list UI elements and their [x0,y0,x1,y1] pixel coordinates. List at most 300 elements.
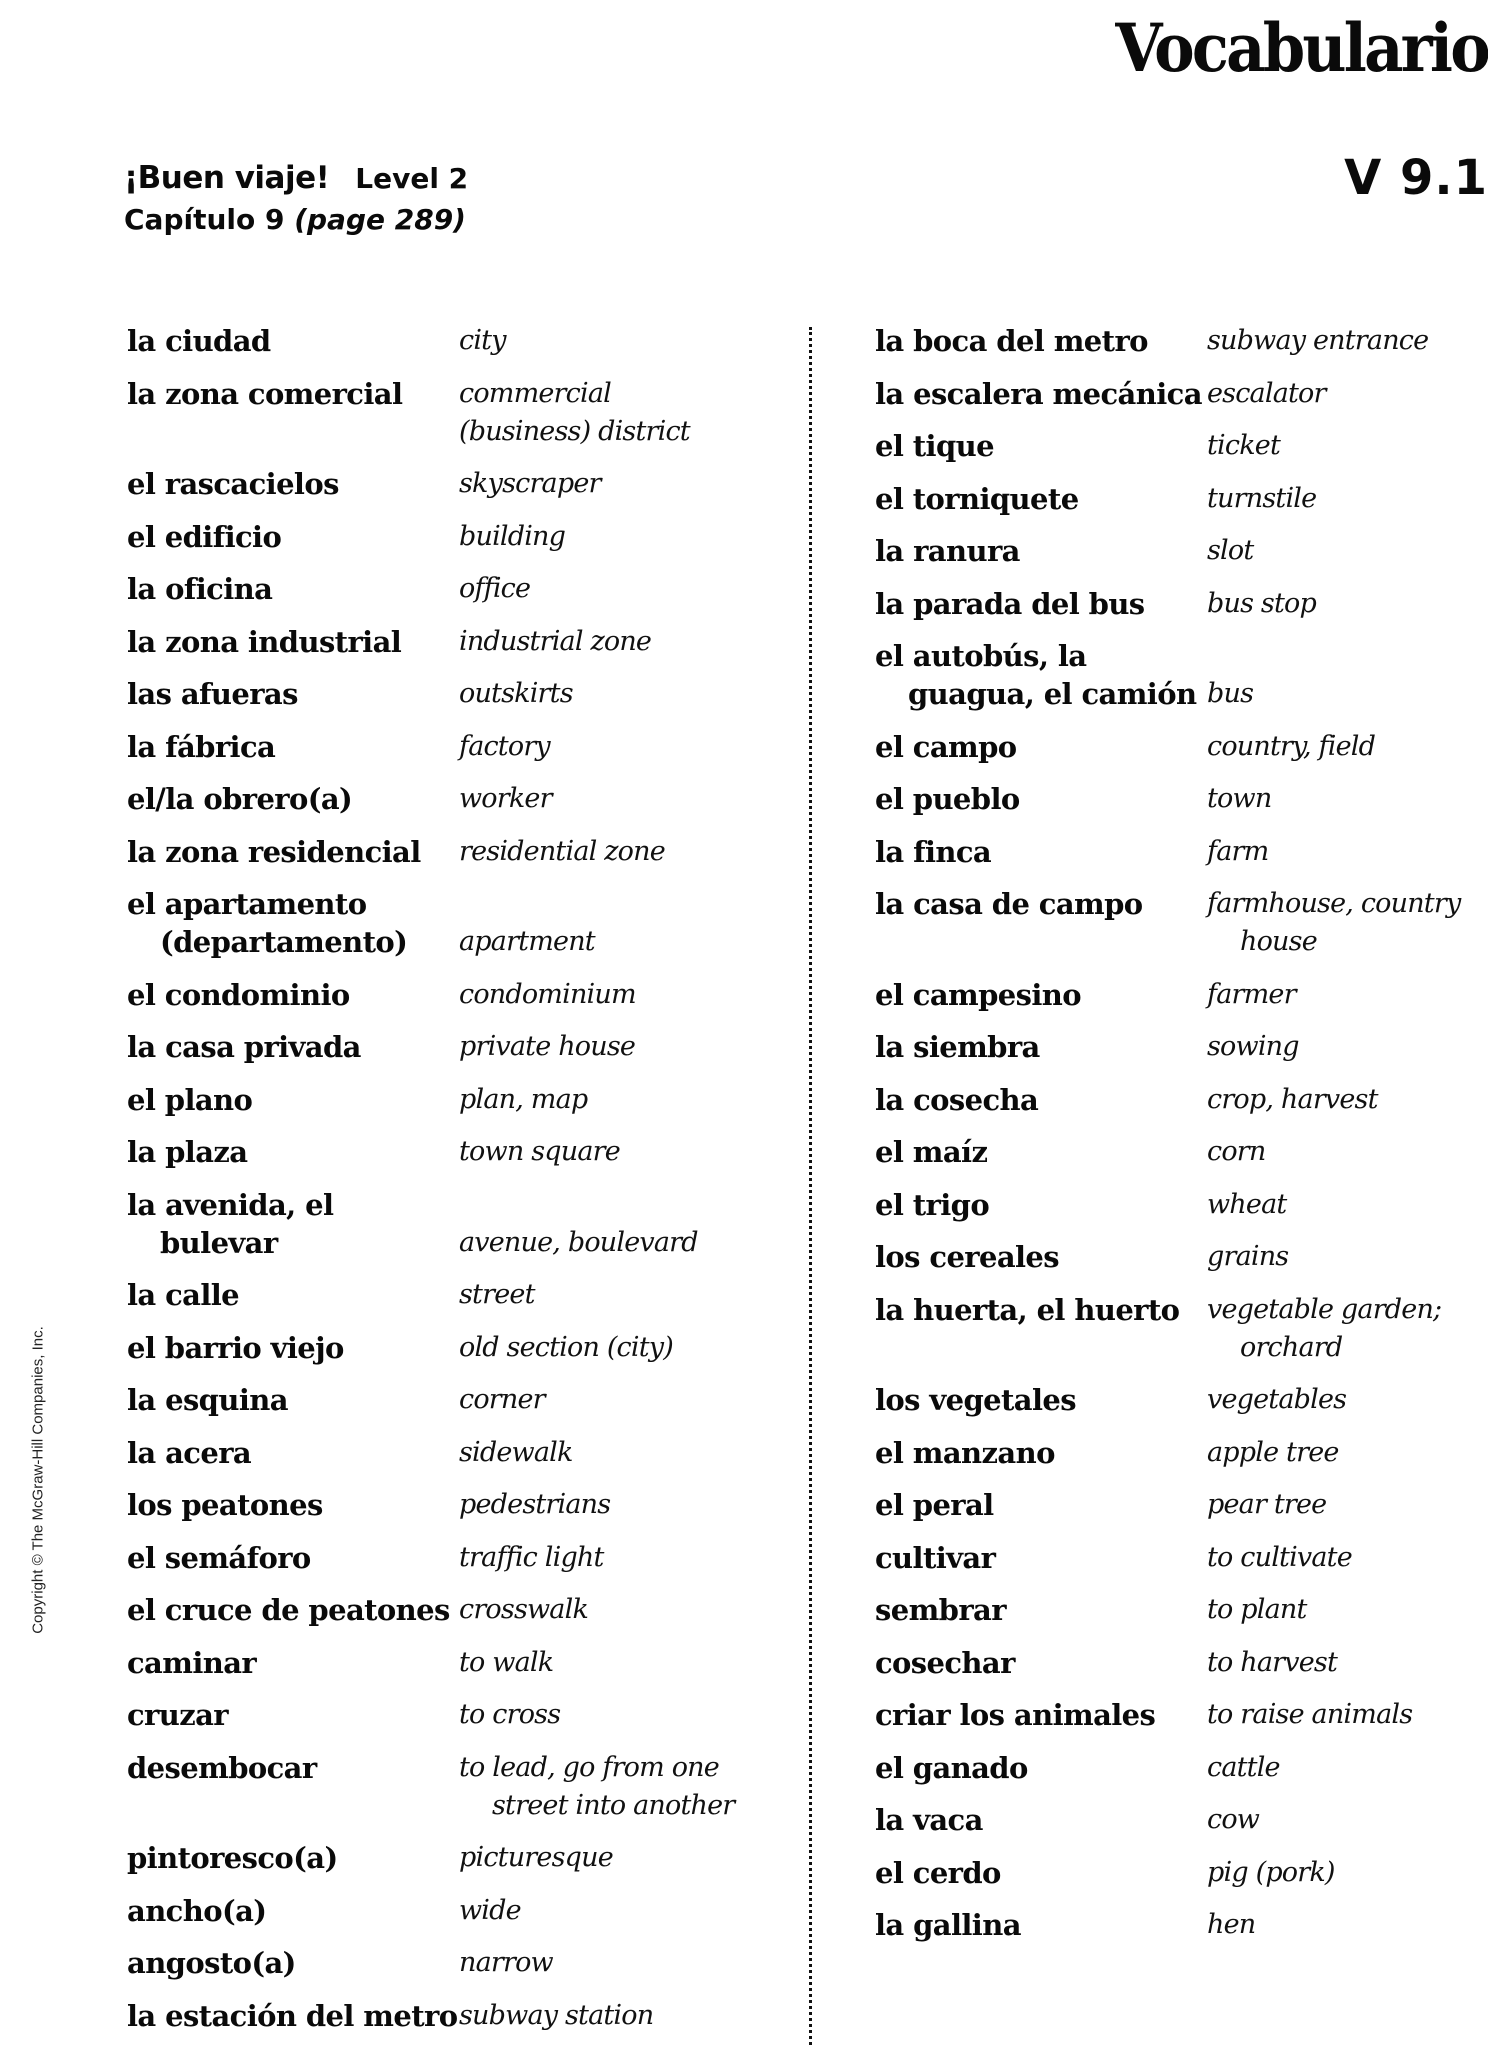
vocab-entry [127,728,787,766]
english-translation-line: house [1240,926,1317,957]
spanish-term-line: sembrar [875,1593,1006,1627]
spanish-term-line: el edificio [127,519,282,554]
vocab-entry [875,1906,1485,1944]
spanish-term [875,637,1207,713]
english-translation-line: to raise animals [1207,1699,1413,1730]
spanish-term-line: el ganado [875,1750,1028,1785]
english-translation-line: farmhouse, country [1207,888,1461,919]
copyright-notice: Copyright © The McGraw-Hill Companies, Inc. [29,1326,47,1634]
english-translation-line: orchard [1240,1331,1343,1363]
english-translation [459,375,690,451]
english-translation [1207,885,1460,961]
vocab-entry [127,1186,787,1262]
english-translation-line: apartment [459,926,595,957]
english-translation-line: pedestrians [459,1489,611,1520]
spanish-term-line: el semáforo [127,1540,311,1575]
spanish-term [875,1906,1207,1944]
english-translation-line: pear tree [1207,1489,1327,1520]
spanish-term [127,1539,459,1577]
english-translation [459,1486,610,1524]
spanish-term [875,885,1207,923]
spanish-term [127,728,459,766]
english-translation [1207,728,1375,766]
english-translation-line: factory [459,730,550,762]
english-translation [459,780,552,818]
spanish-term-line: el rascacielos [127,467,339,501]
english-translation [1207,1801,1259,1839]
spanish-term [875,1696,1207,1734]
spanish-term-line: los peatones [127,1488,323,1522]
spanish-term-line: la fábrica [127,729,276,764]
vocab-entry [875,637,1485,713]
vocab-column-right [875,322,1485,1959]
english-translation [1207,322,1428,360]
vocab-entry [127,1434,787,1472]
spanish-term-line: el/la obrero(a) [127,782,353,816]
english-translation [1207,1486,1326,1524]
english-translation [1207,1291,1441,1367]
vocab-entry [875,1749,1485,1787]
english-translation [1207,532,1253,570]
english-translation-line: to lead, go from one [459,1751,719,1783]
english-translation-line: subway entrance [1207,325,1429,356]
spanish-term [875,833,1207,871]
english-translation [459,322,506,360]
english-translation-line: city [459,325,506,356]
spanish-term-line: guagua, el camión [908,677,1197,711]
english-translation-line: town [1207,783,1272,814]
spanish-term-line: el cruce de peatones [127,1593,450,1627]
vocab-entry [127,465,787,503]
english-translation-line: wide [459,1894,521,1926]
spanish-term [127,833,459,871]
english-translation [459,1133,620,1171]
spanish-term [875,1381,1207,1419]
english-translation [1207,1906,1255,1944]
english-translation [459,1591,588,1629]
english-translation-line: to cultivate [1207,1541,1352,1573]
vocab-entry [127,518,787,556]
english-translation [459,1892,521,1930]
english-translation-line: private house [459,1031,636,1062]
english-translation-line: town square [459,1136,620,1167]
chapter-label: Capítulo 9 [124,203,285,236]
spanish-term [127,465,459,503]
english-translation [1207,480,1316,518]
spanish-term [875,976,1207,1014]
english-translation-line: outskirts [459,678,573,709]
english-translation [459,833,665,871]
vocab-entry [127,1944,787,1982]
spanish-term [127,1081,459,1119]
spanish-term [127,1696,459,1734]
spanish-term [127,675,459,713]
spanish-term [875,1854,1207,1892]
spanish-term-line: la plaza [127,1135,248,1169]
spanish-term [875,1434,1207,1472]
english-translation [1207,1696,1412,1734]
spanish-term-line: criar los animales [875,1698,1156,1732]
vocab-entry [875,1854,1485,1892]
english-translation-line [459,1186,698,1224]
spanish-term-line: la parada del bus [875,586,1145,621]
english-translation [459,1276,535,1314]
spanish-term [875,1749,1207,1787]
english-translation [1207,427,1280,465]
english-translation-line: old section (city) [459,1331,673,1363]
spanish-term-line: el torniquete [875,481,1079,516]
english-translation [1207,833,1268,871]
english-translation [1207,1238,1288,1276]
spanish-term-line: la oficina [127,572,273,606]
spanish-term-line: el condominio [127,977,350,1012]
spanish-term-line: ancho(a) [127,1893,267,1928]
vocab-entry [127,1591,787,1629]
english-translation-line: apple tree [1207,1436,1339,1468]
vocab-entry [127,675,787,713]
english-translation [1207,1434,1339,1472]
spanish-term-line: caminar [127,1645,257,1680]
book-info [124,158,468,203]
english-translation-line: subway station [459,1999,654,2031]
spanish-term [127,1381,459,1419]
spanish-term [127,1644,459,1682]
spanish-term [127,1486,459,1524]
english-translation-line: vegetables [1207,1384,1347,1415]
english-translation [1207,1381,1346,1419]
vocab-entry [875,1801,1485,1839]
english-translation-line [459,885,595,923]
vocab-entry [127,1997,787,2035]
english-translation-line: crop, harvest [1207,1083,1378,1115]
english-translation [1207,1854,1335,1892]
english-translation-line: skyscraper [459,468,601,499]
english-translation-line: grains [1207,1241,1289,1272]
spanish-term [127,1434,459,1472]
page-title: Vocabulario [1115,9,1488,87]
vocab-entry [127,1892,787,1930]
vocab-entry [875,322,1485,360]
spanish-term [875,1238,1207,1276]
vocab-entry [127,1839,787,1877]
vocab-entry [127,375,787,451]
english-translation-line: escalator [1207,377,1326,409]
spanish-term [127,1839,459,1877]
page-reference: (page 289) [294,203,466,236]
spanish-term [875,1801,1207,1839]
vocab-entry [127,1749,787,1825]
english-translation [459,976,636,1014]
spanish-term [875,1133,1207,1171]
english-translation [459,1997,653,2035]
english-translation [1207,1133,1265,1171]
vocab-entry [127,833,787,871]
english-translation [1207,1186,1286,1224]
english-translation-line: condominium [459,978,636,1010]
column-divider [809,327,812,2045]
spanish-term-line: las afueras [127,677,298,711]
vocab-entry [875,1186,1485,1224]
book-name: ¡Buen viaje! [124,160,330,196]
english-translation-line: pig (pork) [1207,1856,1335,1888]
spanish-term-line: el plano [127,1082,253,1117]
spanish-term-line: la avenida, el [127,1187,334,1222]
vocab-entry [875,833,1485,871]
spanish-term-line: los cereales [875,1240,1060,1274]
spanish-term [127,1276,459,1314]
spanish-term [127,518,459,556]
vocab-entry [127,780,787,818]
spanish-term [127,375,459,413]
spanish-term-line: angosto(a) [127,1946,296,1980]
english-translation-line: corner [459,1384,545,1415]
english-translation [1207,1028,1299,1066]
spanish-term [127,1997,459,2035]
vocab-entry [875,1644,1485,1682]
english-translation-line: street [459,1279,535,1310]
vocab-entry [875,885,1485,961]
spanish-term [127,1329,459,1367]
vocab-entry [875,427,1485,465]
spanish-term-line: la cosecha [875,1082,1039,1117]
english-translation-line: to harvest [1207,1646,1338,1678]
english-translation-line: ticket [1207,430,1280,461]
english-translation [459,1186,698,1262]
spanish-term [875,1028,1207,1066]
vocab-entry [127,885,787,961]
english-translation-line: hen [1207,1909,1256,1940]
english-translation-line: crosswalk [459,1594,588,1625]
english-translation-line: industrial zone [459,625,652,657]
english-translation-line: country, field [1207,730,1376,762]
english-translation [459,465,601,503]
vocab-entry [127,1381,787,1419]
english-translation-line: street into another [492,1789,735,1821]
vocab-entry [127,1644,787,1682]
spanish-term-line: la vaca [875,1803,983,1837]
spanish-term-line: la gallina [875,1908,1021,1942]
vocab-entry [127,570,787,608]
spanish-term-line: la zona industrial [127,624,402,659]
english-translation-line: bus [1207,678,1254,709]
english-translation [459,1749,734,1825]
vocab-entry [127,976,787,1014]
english-translation [459,1381,545,1419]
english-translation [1207,780,1271,818]
english-translation [1207,1749,1280,1787]
english-translation-line: picturesque [459,1842,613,1873]
english-translation-line: turnstile [1207,482,1317,514]
english-translation [459,1028,635,1066]
english-translation [459,1839,613,1877]
spanish-term-line: pintoresco(a) [127,1841,338,1875]
english-translation [459,1644,553,1682]
english-translation-line: corn [1207,1136,1266,1167]
english-translation-line: (business) district [459,415,690,447]
spanish-term [127,1944,459,1982]
english-translation [1207,585,1316,623]
vocab-entry [875,532,1485,570]
spanish-term-line: la zona residencial [127,834,421,869]
english-translation [1207,1539,1352,1577]
english-translation-line: commercial [459,377,611,409]
spanish-term-line: cruzar [127,1698,228,1732]
spanish-term [127,780,459,818]
vocab-entry [875,1381,1485,1419]
english-translation [459,1329,673,1367]
spanish-term-line: el manzano [875,1435,1055,1470]
vocab-entry [127,623,787,661]
spanish-term-line: cultivar [875,1540,996,1575]
spanish-term [127,322,459,360]
spanish-term-line: la ciudad [127,324,271,358]
vocab-entry [875,1591,1485,1629]
vocab-entry [127,1539,787,1577]
english-translation-line: farm [1207,835,1269,867]
vocab-entry [127,322,787,360]
spanish-term [875,728,1207,766]
spanish-term-line: la siembra [875,1030,1040,1064]
spanish-term-line: el campesino [875,977,1081,1012]
spanish-term-line: el cerdo [875,1855,1001,1890]
spanish-term-line: la boca del metro [875,324,1148,358]
spanish-term [127,623,459,661]
english-translation [1207,1591,1307,1629]
english-translation-line: worker [459,783,552,814]
vocab-entry [127,1696,787,1734]
spanish-term-line: la calle [127,1278,240,1312]
spanish-term [127,1749,459,1787]
spanish-term [875,780,1207,818]
vocab-entry [875,1486,1485,1524]
english-translation-line [1207,637,1253,675]
spanish-term-line: el pueblo [875,782,1020,816]
vocab-entry [875,1539,1485,1577]
spanish-term [127,1028,459,1066]
spanish-term [875,1291,1207,1329]
vocab-entry [875,1081,1485,1119]
vocab-entry [127,1486,787,1524]
spanish-term [127,1892,459,1930]
spanish-term [127,976,459,1014]
spanish-term-line: la estación del metro [127,1998,458,2033]
spanish-term-line: bulevar [160,1225,278,1260]
spanish-term-line: el apartamento [127,887,367,921]
english-translation-line: traffic light [459,1541,604,1573]
english-translation [1207,1644,1337,1682]
spanish-term [875,480,1207,518]
spanish-term-line: la acera [127,1435,252,1470]
spanish-term [127,1133,459,1171]
english-translation-line: office [459,573,531,604]
vocab-entry [127,1081,787,1119]
english-translation-line: residential zone [459,835,665,867]
vocab-column-left [127,322,787,2049]
spanish-term [875,1081,1207,1119]
spanish-term-line: el peral [875,1488,994,1522]
english-translation [1207,976,1296,1014]
english-translation-line: cattle [1207,1751,1280,1783]
english-translation-line: plan, map [459,1083,588,1115]
english-translation-line: sidewalk [459,1436,573,1468]
english-translation-line: wheat [1207,1188,1287,1220]
spanish-term-line: el maíz [875,1135,988,1169]
spanish-term-line: los vegetales [875,1383,1076,1417]
english-translation [459,1081,587,1119]
spanish-term-line: la casa de campo [875,887,1143,921]
english-translation [459,1944,553,1982]
english-translation [459,1696,560,1734]
english-translation-line: bus stop [1207,587,1316,619]
spanish-term-line: la ranura [875,534,1020,568]
book-level: Level 2 [355,162,469,195]
vocab-entry [875,1238,1485,1276]
spanish-term-line: la huerta, el huerto [875,1292,1180,1327]
english-translation-line: to plant [1207,1594,1307,1625]
spanish-term [875,1186,1207,1224]
english-translation [459,675,573,713]
english-translation-line: cow [1207,1804,1260,1835]
spanish-term [875,585,1207,623]
spanish-term-line: la escalera mecánica [875,376,1202,411]
english-translation [459,570,530,608]
spanish-term [875,532,1207,570]
vocab-entry [875,1291,1485,1367]
english-translation [459,623,651,661]
english-translation-line: slot [1207,535,1254,566]
spanish-term-line: el trigo [875,1187,990,1222]
english-translation [1207,1081,1378,1119]
english-translation-line: to cross [459,1699,561,1730]
english-translation-line: to walk [459,1646,554,1678]
spanish-term [875,322,1207,360]
spanish-term [875,1644,1207,1682]
spanish-term-line: la esquina [127,1383,288,1417]
vocab-entry [127,1028,787,1066]
english-translation [1207,375,1326,413]
spanish-term-line: el campo [875,729,1017,764]
spanish-term-line: la finca [875,834,992,869]
english-translation [459,885,595,961]
vocab-entry [875,780,1485,818]
english-translation-line: narrow [459,1947,553,1978]
english-translation-line: building [459,520,566,552]
vocab-entry [127,1133,787,1171]
spanish-term [875,375,1207,413]
vocab-entry [875,976,1485,1014]
english-translation-line: avenue, boulevard [459,1226,698,1258]
vocab-entry [875,585,1485,623]
spanish-term [127,1591,459,1629]
english-translation-line: sowing [1207,1031,1299,1062]
worksheet-code: V 9.1 [1344,150,1488,206]
spanish-term-line: desembocar [127,1750,317,1785]
english-translation [459,728,550,766]
spanish-term-line: el autobús, la [875,639,1087,673]
vocab-entry [875,1696,1485,1734]
vocab-entry [875,375,1485,413]
spanish-term [875,427,1207,465]
chapter-info [124,202,466,238]
vocab-entry [127,1329,787,1367]
vocab-entry [875,1434,1485,1472]
spanish-term [127,885,459,961]
vocab-entry [875,480,1485,518]
spanish-term [875,1539,1207,1577]
english-translation [459,518,565,556]
spanish-term-line: el barrio viejo [127,1330,344,1365]
vocab-entry [875,1028,1485,1066]
